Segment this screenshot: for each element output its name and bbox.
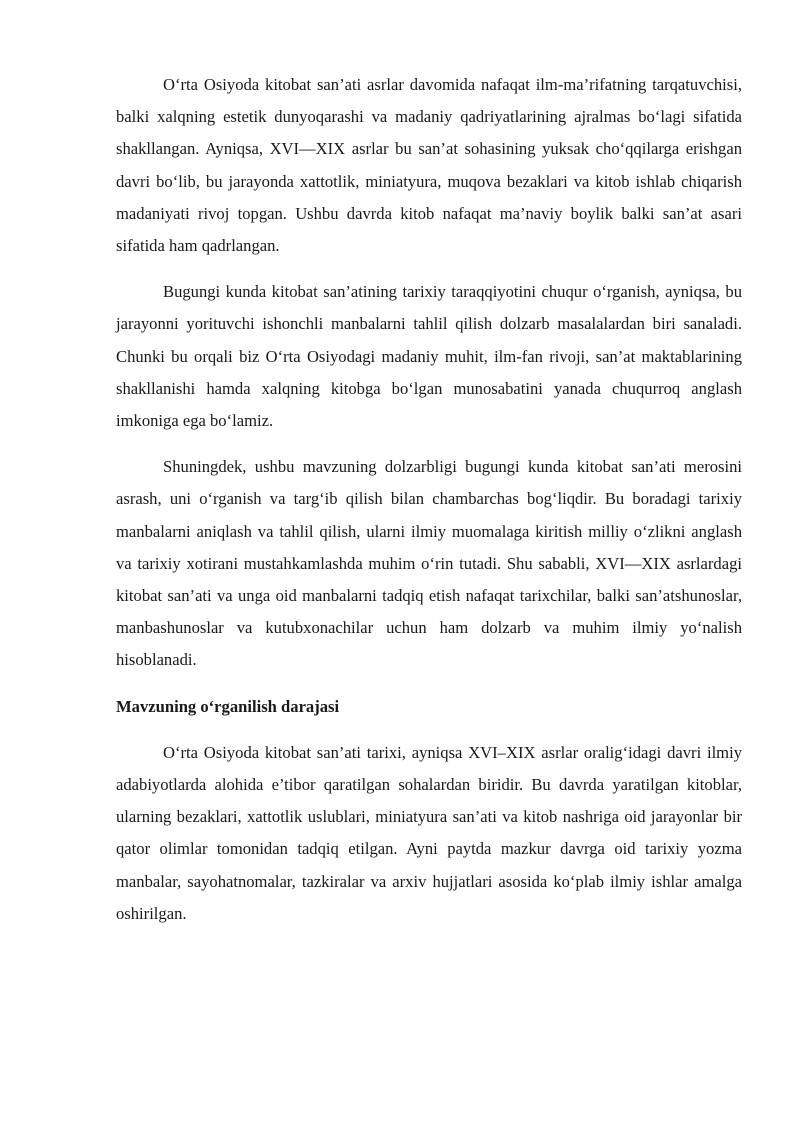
paragraph-significance: Shuningdek, ushbu mavzuning dolzarbligi bugungi kunda kitobat san’ati merosini asrash, uni o‘rganish va targ‘ib qilish bilan chambarchas bog‘liqdir. Bu boradagi tarixiy manbalarni aniqlash va tahlil qilish, ularni ilmiy muomalaga kiritish milliy o‘zlikni anglash va tarixiy xotirani mustahkamlashda muhim o‘rin tutadi. Shu sababli, XVI—XIX asrlardagi kitobat san’ati va unga oid manbalarni tadqiq etish nafaqat tarixchilar, balki san’atshunoslar, manbashunoslar va kutubxonachilar uchun ham dolzarb va muhim ilmiy yo‘nalish hisoblanadi.: [116, 457, 742, 670]
paragraph-relevance: Bugungi kunda kitobat san’atining tarixiy taraqqiyotini chuqur o‘rganish, ayniqsa, bu jarayonni yorituvchi ishonchli manbalarni tahlil qilish dolzarb masalalardan biri sanaladi. Chunki bu orqali biz O‘rta Osiyodagi madaniy muhit, ilm-fan rivoji, san’at maktablarining shakllanishi hamda xalqning kitobga bo‘lgan munosabatini yanada chuqurroq anglash imkoniga ega bo‘lamiz.: [116, 282, 742, 431]
paragraph-study-degree: O‘rta Osiyoda kitobat san’ati tarixi, ayniqsa XVI–XIX asrlar oralig‘idagi davri ilmiy adabiyotlarda alohida e’tibor qaratilgan sohalardan biridir. Bu davrda yaratilgan kitoblar, ularning bezaklari, xattotlik uslublari, miniatyura san’ati va kitob nashriga oid jarayonlar bir qator olimlar tomonidan tadqiq etilgan. Ayni paytda mazkur davrga oid tarixiy yozma manbalar, sayohatnomalar, tazkiralar va arxiv hujjatlari asosida ko‘plab ilmiy ishlar amalga oshirilgan.: [116, 742, 742, 923]
section-heading: Mavzuning o‘rganilish darajasi: [116, 696, 340, 716]
document-body: [116, 69, 742, 944]
paragraph-intro: O‘rta Osiyoda kitobat san’ati asrlar davomida nafaqat ilm-ma’rifatning tarqatuvchisi, balki xalqning estetik dunyoqarashi va madaniy qadriyatlarining ajralmas bo‘lagi sifatida shakllangan. Ayniqsa, XVI—XIX asrlar bu san’at sohasining yuksak cho‘qqilarga erishgan davri bo‘lib, bu jarayonda xattotlik, miniatyura, muqova bezaklari va kitob ishlab chiqarish madaniyati rivoj topgan. Ushbu davrda kitob nafaqat ma’naviy boylik balki san’at asari sifatida ham qadrlangan.: [116, 75, 742, 256]
